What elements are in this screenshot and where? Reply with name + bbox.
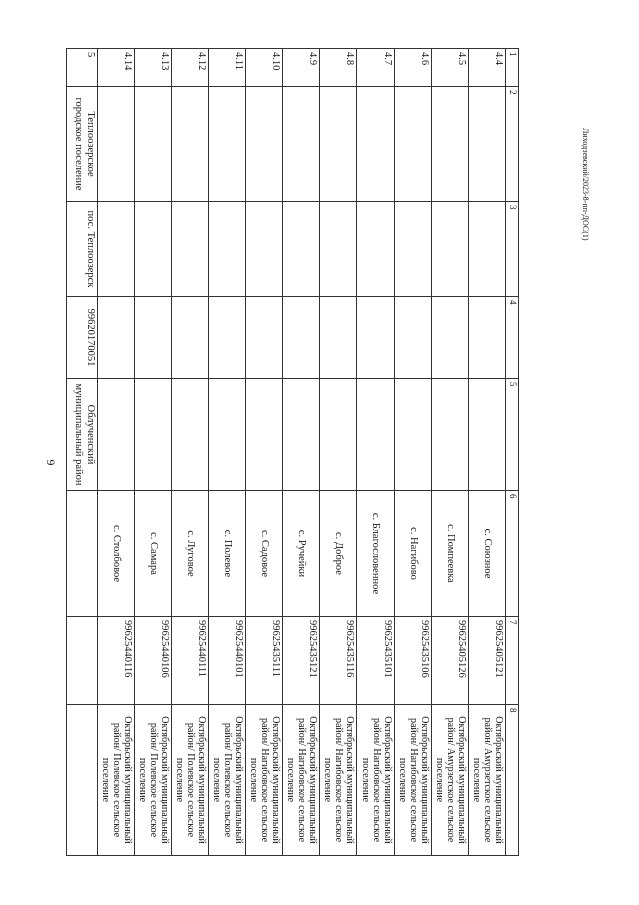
cell-col-2: Теплоозерское городское поселение <box>67 87 98 202</box>
table-row <box>283 49 320 856</box>
cell-col-7: 99625435106 <box>395 617 432 705</box>
cell-col-4 <box>98 297 135 379</box>
cell-col-2 <box>432 87 469 202</box>
cell-col-6: с. Луговое <box>172 491 209 617</box>
cell-col-6: с. Садовое <box>246 491 283 617</box>
cell-col-2 <box>135 87 172 202</box>
cell-col-3 <box>357 202 395 297</box>
cell-col-8 <box>67 705 98 856</box>
cell-col-3 <box>246 202 283 297</box>
cell-col-1: 4.5 <box>432 49 469 87</box>
cell-col-8: Октябрьский муниципальный район/ Нагибовское сельское поселение <box>395 705 432 856</box>
cell-col-2 <box>320 87 357 202</box>
column-header-6: 6 <box>506 491 519 617</box>
cell-col-4 <box>469 297 506 379</box>
cell-col-3 <box>432 202 469 297</box>
cell-col-7: 99625405126 <box>432 617 469 705</box>
column-header-7: 7 <box>506 617 519 705</box>
cell-col-7: 99625440106 <box>135 617 172 705</box>
cell-col-7: 99625435101 <box>357 617 395 705</box>
cell-col-7: 99625435116 <box>320 617 357 705</box>
cell-col-3 <box>283 202 320 297</box>
cell-col-3: пос. Теплоозерск <box>67 202 98 297</box>
table-frame <box>73 48 519 855</box>
cell-col-4 <box>135 297 172 379</box>
settlements-table <box>66 48 519 856</box>
document-reference <box>581 128 620 241</box>
cell-col-4 <box>172 297 209 379</box>
column-header-4: 4 <box>506 297 519 379</box>
cell-col-4 <box>246 297 283 379</box>
cell-col-5 <box>98 379 135 491</box>
table-header-row <box>506 49 519 856</box>
table-row <box>469 49 506 856</box>
cell-col-2 <box>98 87 135 202</box>
cell-col-1: 4.9 <box>283 49 320 87</box>
column-header-2: 2 <box>506 87 519 202</box>
cell-col-3 <box>469 202 506 297</box>
cell-col-1: 4.4 <box>469 49 506 87</box>
cell-col-7: 99625440101 <box>209 617 246 705</box>
table-row <box>172 49 209 856</box>
cell-col-3 <box>172 202 209 297</box>
cell-col-1: 4.7 <box>357 49 395 87</box>
cell-col-1: 4.10 <box>246 49 283 87</box>
table-row <box>98 49 135 856</box>
cell-col-8: Октябрьский муниципальный район/ Полевское сельское поселение <box>209 705 246 856</box>
cell-col-4 <box>395 297 432 379</box>
column-header-8: 8 <box>506 705 519 856</box>
cell-col-2 <box>246 87 283 202</box>
cell-col-4 <box>432 297 469 379</box>
cell-col-6: с. Доброе <box>320 491 357 617</box>
cell-col-5 <box>395 379 432 491</box>
cell-col-7: 99625405121 <box>469 617 506 705</box>
cell-col-3 <box>98 202 135 297</box>
table-row <box>67 49 98 856</box>
cell-col-8: Октябрьский муниципальный район/ Полевское сельское поселение <box>172 705 209 856</box>
table-row <box>432 49 469 856</box>
cell-col-6: с. Полевое <box>209 491 246 617</box>
cell-col-3 <box>135 202 172 297</box>
cell-col-2 <box>469 87 506 202</box>
cell-col-5 <box>432 379 469 491</box>
table-row <box>357 49 395 856</box>
cell-col-2 <box>395 87 432 202</box>
table-row <box>395 49 432 856</box>
cell-col-1: 4.13 <box>135 49 172 87</box>
cell-col-5 <box>209 379 246 491</box>
cell-col-6: с. Помпеевка <box>432 491 469 617</box>
cell-col-8: Октябрьский муниципальный район/ Полевское сельское поселение <box>135 705 172 856</box>
table-body <box>67 49 506 856</box>
cell-col-6: с. Благословенное <box>357 491 395 617</box>
cell-col-6: с. Ручейки <box>283 491 320 617</box>
cell-col-1: 4.14 <box>98 49 135 87</box>
cell-col-5 <box>320 379 357 491</box>
column-header-5: 5 <box>506 379 519 491</box>
cell-col-2 <box>283 87 320 202</box>
table-row <box>246 49 283 856</box>
cell-col-5 <box>469 379 506 491</box>
cell-col-6 <box>67 491 98 617</box>
table-row <box>135 49 172 856</box>
cell-col-8: Октябрьский муниципальный район/ Амурзетское сельское поселение <box>432 705 469 856</box>
column-header-1: 1 <box>506 49 519 87</box>
cell-col-8: Октябрьский муниципальный район/ Амурзетское сельское поселение <box>469 705 506 856</box>
cell-col-8: Октябрьский муниципальный район/ Полевское сельское поселение <box>98 705 135 856</box>
cell-col-5 <box>283 379 320 491</box>
cell-col-2 <box>209 87 246 202</box>
cell-col-7: 99625440111 <box>172 617 209 705</box>
cell-col-4 <box>320 297 357 379</box>
cell-col-4 <box>209 297 246 379</box>
cell-col-1: 5 <box>67 49 98 87</box>
cell-col-6: с. Союзное <box>469 491 506 617</box>
cell-col-3 <box>320 202 357 297</box>
cell-col-1: 4.6 <box>395 49 432 87</box>
cell-col-2 <box>172 87 209 202</box>
cell-col-5 <box>357 379 395 491</box>
cell-col-5 <box>246 379 283 491</box>
cell-col-2 <box>357 87 395 202</box>
cell-col-3 <box>395 202 432 297</box>
cell-col-5 <box>172 379 209 491</box>
cell-col-1: 4.11 <box>209 49 246 87</box>
cell-col-1: 4.12 <box>172 49 209 87</box>
cell-col-4: 99620170051 <box>67 297 98 379</box>
cell-col-1: 4.8 <box>320 49 357 87</box>
cell-col-6: с. Самара <box>135 491 172 617</box>
column-header-3: 3 <box>506 202 519 297</box>
cell-col-8: Октябрьский муниципальный район/ Нагибовское сельское поселение <box>320 705 357 856</box>
cell-col-8: Октябрьский муниципальный район/ Нагибовское сельское поселение <box>357 705 395 856</box>
cell-col-5: Облученский муниципальный район <box>67 379 98 491</box>
cell-col-5 <box>135 379 172 491</box>
cell-col-7: 99625435121 <box>283 617 320 705</box>
page-number: 6 <box>43 459 58 466</box>
cell-col-7: 99625435111 <box>246 617 283 705</box>
cell-col-8: Октябрьский муниципальный район/ Нагибовское сельское поселение <box>246 705 283 856</box>
table-row <box>320 49 357 856</box>
cell-col-7 <box>67 617 98 705</box>
cell-col-7: 99625440116 <box>98 617 135 705</box>
document-reference-text: Лиходзевский/2023-8-пп-ДОС(1) <box>581 128 590 241</box>
cell-col-4 <box>283 297 320 379</box>
cell-col-3 <box>209 202 246 297</box>
cell-col-8: Октябрьский муниципальный район/ Нагибовское сельское поселение <box>283 705 320 856</box>
cell-col-6: с. Нагибово <box>395 491 432 617</box>
table-row <box>209 49 246 856</box>
cell-col-4 <box>357 297 395 379</box>
cell-col-6: с. Столбовое <box>98 491 135 617</box>
